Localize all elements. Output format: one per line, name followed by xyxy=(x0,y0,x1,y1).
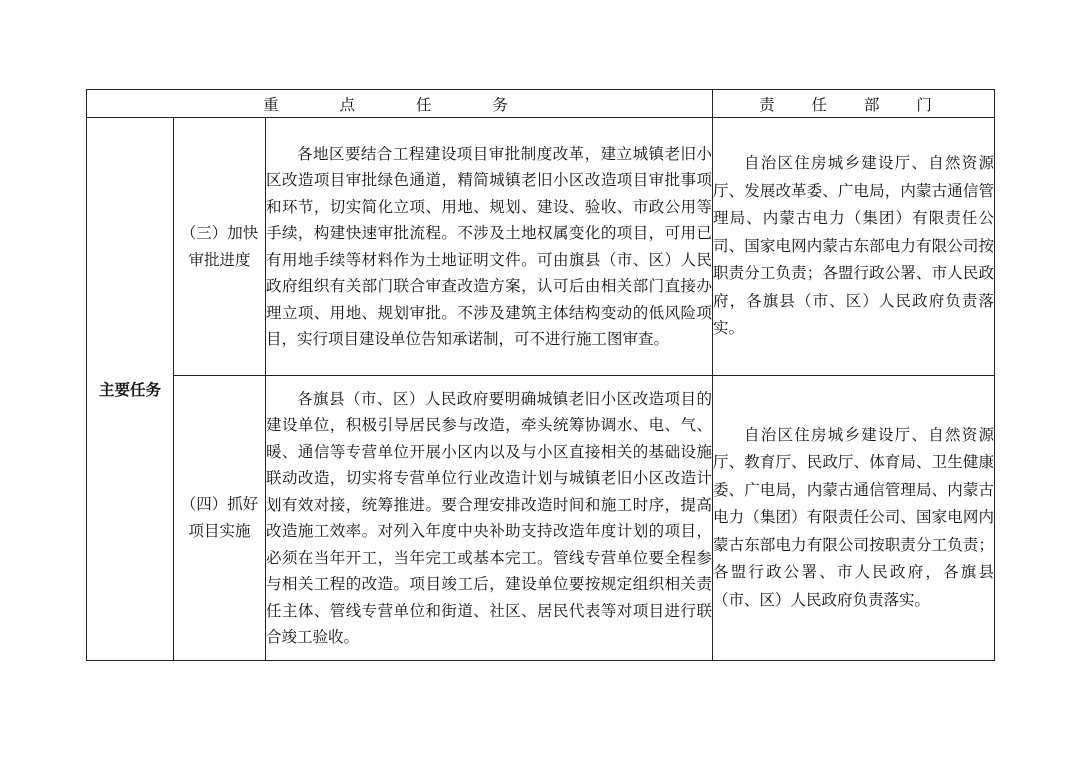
task-description xyxy=(266,118,713,376)
table-row xyxy=(87,376,995,661)
header-key-tasks: 重 点 任 务 xyxy=(87,90,713,118)
responsible-departments xyxy=(713,118,995,376)
table-header-row xyxy=(87,90,995,118)
subtask-title-line2: 审批进度 xyxy=(188,250,251,269)
header-responsible-departments: 责 任 部 门 xyxy=(713,90,995,118)
responsible-departments xyxy=(713,376,995,661)
subtask-title xyxy=(174,376,266,661)
subtask-title-line1: （四）抓好 xyxy=(180,495,259,513)
subtask-title-line1: （三）加快 xyxy=(180,223,259,242)
category-cell: 主要任务 xyxy=(87,118,174,661)
task-text: 各旗县（市、区）人民政府要明确城镇老旧小区改造项目的建设单位，积极引导居民参与改造，牵头统筹协调水、电、气、暖、通信等专营单位开展小区内以及与小区直接相关的基础设施联动改造，切实将专营单位行业改造计划与城镇老旧小区改造计划有效对接，统筹推进。要合理安排改造时间和施工时序，提高改造施工效率。对列入年度中央补助支持改造年度计划的项目，必须在当年开工，当年完工或基本完工。管线专营单位要全程参与相关工程的改造。项目竣工后，建设单位要按规定组织相关责任主体、管线专营单位和街道、社区、居民代表等对项目进行联合竣工验收。 xyxy=(266,389,712,646)
subtask-title-line2: 项目实施 xyxy=(188,522,251,540)
departments-text: 自治区住房城乡建设厅、自然资源厅、发展改革委、广电局，内蒙古通信管理局、内蒙古电力（集团）有限责任公司、国家电网内蒙古东部电力有限公司按职责分工负责；各盟行政公署、市人民政府，各旗县（市、区）人民政府负责落实。 xyxy=(713,154,994,338)
task-text: 各地区要结合工程建设项目审批制度改革，建立城镇老旧小区改造项目审批绿色通道，精简城镇老旧小区改造项目审批事项和环节，切实简化立项、用地、规划、建设、验收、市政公用等手续，构建快速审批流程。不涉及土地权属变化的项目，可用已有用地手续等材料作为土地证明文件。可由旗县（市、区）人民政府组织有关部门联合审查改造方案，认可后由相关部门直接办理立项、用地、规划审批。不涉及建筑主体结构变动的低风险项目，实行项目建设单位告知承诺制，可不进行施工图审查。 xyxy=(266,144,712,348)
task-table xyxy=(86,89,995,661)
departments-text: 自治区住房城乡建设厅、自然资源厅、教育厅、民政厅、体育局、卫生健康委、广电局，内蒙古通信管理局、内蒙古电力（集团）有限责任公司、国家电网内蒙古东部电力有限公司按职责分工负责；各盟行政公署、市人民政府，各旗县（市、区）人民政府负责落实。 xyxy=(713,425,994,609)
task-description xyxy=(266,376,713,661)
subtask-title xyxy=(174,118,266,376)
table-row xyxy=(87,118,995,376)
